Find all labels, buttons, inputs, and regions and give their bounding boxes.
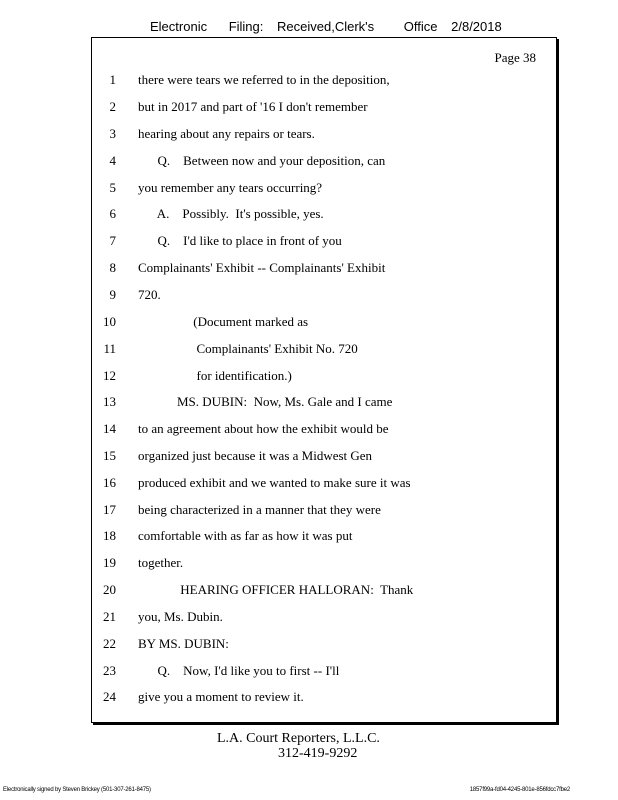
filing-header-received: Received,Clerk's bbox=[277, 19, 375, 34]
line-text: being characterized in a manner that they were bbox=[138, 502, 381, 517]
line-number: 8 bbox=[109, 260, 116, 275]
line-text: you, Ms. Dubin. bbox=[138, 609, 223, 624]
line-text: hearing about any repairs or tears. bbox=[138, 126, 315, 141]
line-text: Complainants' Exhibit No. 720 bbox=[138, 341, 358, 356]
transcript-line bbox=[0, 607, 560, 627]
transcript-line bbox=[0, 392, 560, 412]
line-number: 12 bbox=[103, 368, 116, 383]
transcript-line bbox=[0, 634, 560, 654]
line-text: 720. bbox=[138, 287, 161, 302]
line-number: 2 bbox=[109, 99, 116, 114]
line-number: 3 bbox=[109, 126, 116, 141]
line-number: 24 bbox=[103, 689, 116, 704]
line-text: Q. I'd like to place in front of you bbox=[138, 233, 342, 248]
transcript-line bbox=[0, 661, 560, 681]
line-text: you remember any tears occurring? bbox=[138, 180, 323, 195]
line-number: 7 bbox=[109, 233, 116, 248]
transcript-line bbox=[0, 178, 560, 198]
transcript-line bbox=[0, 204, 560, 224]
transcript-line bbox=[0, 446, 560, 466]
line-number: 10 bbox=[103, 314, 116, 329]
reporter-phone: 312-419-9292 bbox=[278, 746, 358, 761]
electronic-signature: Electronically signed by Steven Brickey (501-307-261-8475) bbox=[3, 787, 151, 793]
filing-header-office: Office bbox=[403, 19, 438, 34]
document-id: 1857f99a-fd04-4245-801e-856fdcc7fbe2 bbox=[469, 787, 570, 793]
line-number: 23 bbox=[103, 663, 116, 678]
transcript-line bbox=[0, 70, 560, 90]
transcript-line bbox=[0, 97, 560, 117]
filing-header-electronic: Electronic bbox=[150, 19, 208, 34]
line-text: A. Possibly. It's possible, yes. bbox=[138, 206, 324, 221]
line-number: 18 bbox=[103, 528, 116, 543]
line-text: Complainants' Exhibit -- Complainants' Exhibit bbox=[138, 260, 386, 275]
transcript-line bbox=[0, 419, 560, 439]
line-text: Q. Between now and your deposition, can bbox=[138, 153, 386, 168]
line-text: (Document marked as bbox=[138, 314, 309, 329]
transcript-line bbox=[0, 231, 560, 251]
line-text: there were tears we referred to in the deposition, bbox=[138, 72, 390, 87]
transcript-line bbox=[0, 687, 560, 707]
line-number: 17 bbox=[103, 502, 116, 517]
line-number: 1 bbox=[109, 72, 116, 87]
transcript-line bbox=[0, 526, 560, 546]
line-number: 15 bbox=[103, 448, 116, 463]
line-text: comfortable with as far as how it was put bbox=[138, 528, 353, 543]
line-number: 6 bbox=[109, 206, 116, 221]
transcript-line bbox=[0, 339, 560, 359]
transcript-line bbox=[0, 473, 560, 493]
transcript-line bbox=[0, 553, 560, 573]
line-number: 11 bbox=[103, 341, 116, 356]
line-text: Q. Now, I'd like you to first -- I'll bbox=[138, 663, 340, 678]
line-text: but in 2017 and part of '16 I don't remember bbox=[138, 99, 368, 114]
line-number: 13 bbox=[103, 394, 116, 409]
line-number: 20 bbox=[103, 582, 116, 597]
line-number: 14 bbox=[103, 421, 116, 436]
transcript-line bbox=[0, 151, 560, 171]
line-text: to an agreement about how the exhibit would be bbox=[138, 421, 389, 436]
transcript-line bbox=[0, 285, 560, 305]
line-text: give you a moment to review it. bbox=[138, 689, 304, 704]
line-text: organized just because it was a Midwest Gen bbox=[138, 448, 373, 463]
transcript-line bbox=[0, 500, 560, 520]
line-number: 16 bbox=[103, 475, 116, 490]
line-number: 5 bbox=[109, 180, 116, 195]
filing-header-filing: Filing: bbox=[228, 19, 264, 34]
line-text: HEARING OFFICER HALLORAN: Thank bbox=[138, 582, 414, 597]
line-text: MS. DUBIN: Now, Ms. Gale and I came bbox=[138, 394, 393, 409]
line-number: 22 bbox=[103, 636, 116, 651]
reporter-firm: L.A. Court Reporters, L.L.C. bbox=[217, 731, 380, 746]
transcript-line bbox=[0, 366, 560, 386]
line-text: for identification.) bbox=[138, 368, 292, 383]
line-text: together. bbox=[138, 555, 184, 570]
line-number: 21 bbox=[103, 609, 116, 624]
line-number: 19 bbox=[103, 555, 116, 570]
transcript-line bbox=[0, 258, 560, 278]
transcript-line bbox=[0, 124, 560, 144]
line-number: 9 bbox=[109, 287, 116, 302]
transcript-line bbox=[0, 312, 560, 332]
filing-header bbox=[150, 19, 502, 34]
filing-header-date: 2/8/2018 bbox=[451, 19, 502, 34]
line-text: BY MS. DUBIN: bbox=[138, 636, 229, 651]
line-number: 4 bbox=[109, 153, 116, 168]
transcript-line bbox=[0, 580, 560, 600]
line-text: produced exhibit and we wanted to make sure it was bbox=[138, 475, 411, 490]
page-number: Page 38 bbox=[494, 50, 536, 65]
